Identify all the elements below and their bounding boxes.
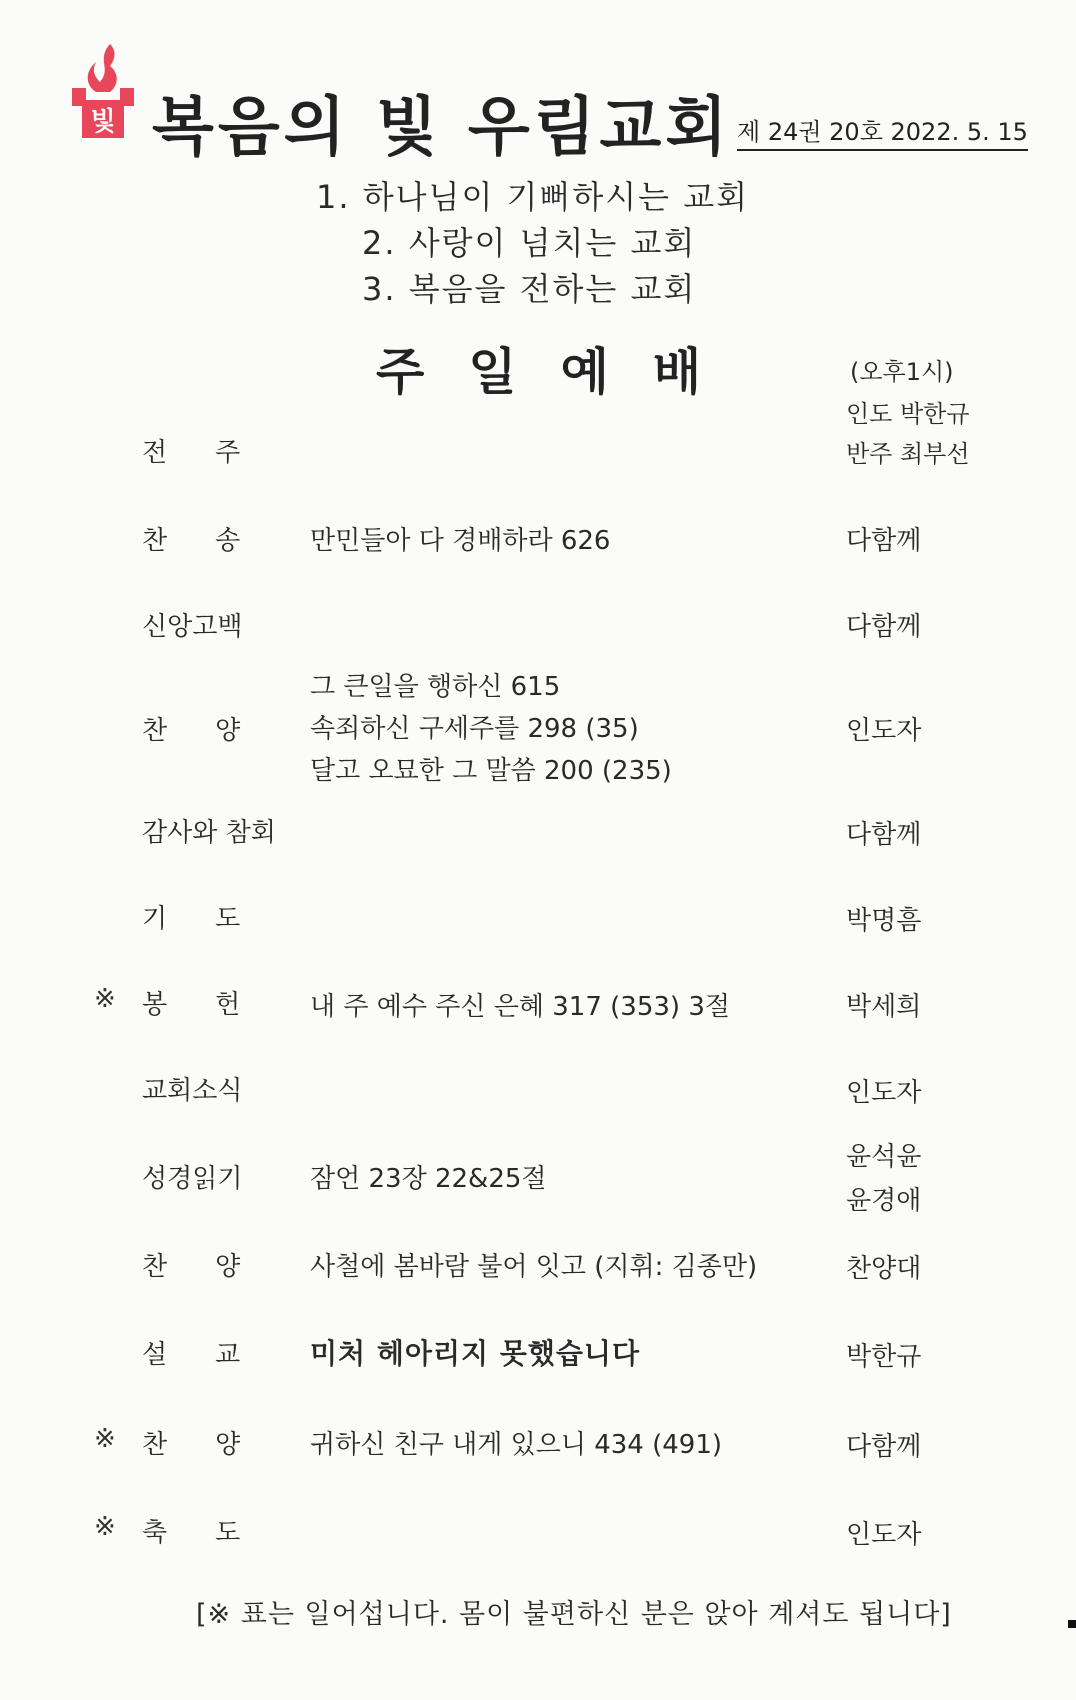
- service-title: 주일예배: [376, 343, 746, 401]
- svg-text:빛: 빛: [90, 107, 116, 137]
- footnote: [※ 표는 일어섭니다. 몸이 불편하신 분은 앉아 계셔도 됩니다]: [196, 1599, 952, 1630]
- service-time: (오후1시): [850, 358, 954, 386]
- church-logo: [66, 42, 140, 142]
- order-item-detail: 사철에 봄바람 불어 잇고 (지휘: 김종만): [310, 1252, 758, 1282]
- standing-mark: ※: [94, 1512, 116, 1542]
- scan-edge-mark: [1068, 1620, 1076, 1628]
- order-item-name: 찬양: [142, 1252, 289, 1282]
- order-item-name: 봉헌: [142, 990, 289, 1020]
- order-item-name: 찬양: [142, 716, 289, 746]
- order-item-person: 다함께: [846, 1432, 922, 1462]
- order-item-name: 기도: [142, 904, 289, 934]
- order-item-name: 신앙고백: [142, 612, 243, 642]
- order-item-person: 윤석윤: [846, 1142, 922, 1172]
- order-item-person: 박명흠: [846, 906, 922, 936]
- order-item-person: 박세희: [846, 992, 922, 1022]
- church-name: 복음의 빛 우림교회: [152, 91, 732, 165]
- order-item-detail: 잠언 23장 22&25절: [310, 1164, 547, 1194]
- order-item-name: 성경읽기: [142, 1164, 243, 1194]
- standing-mark: ※: [94, 1424, 116, 1454]
- order-item-person: 인도자: [846, 716, 922, 746]
- order-item-person: 인도자: [846, 1520, 922, 1550]
- order-item-detail: 속죄하신 구세주를 298 (35): [310, 714, 639, 744]
- order-item-person: 다함께: [846, 526, 922, 556]
- issue-info: 제 24권 20호 2022. 5. 15: [737, 112, 1028, 151]
- order-item-name: 감사와 참회: [142, 818, 276, 848]
- order-item-name: 축도: [142, 1518, 289, 1548]
- service-accompanist: 반주 최부선: [846, 440, 970, 468]
- order-item-name: 교회소식: [142, 1076, 243, 1106]
- order-item-detail: 만민들아 다 경배하라 626: [310, 526, 611, 556]
- motto-line: 2. 사랑이 넘치는 교회: [362, 224, 697, 262]
- standing-mark: ※: [94, 984, 116, 1014]
- motto-line: 1. 하나님이 기뻐하시는 교회: [316, 178, 750, 216]
- motto-line: 3. 복음을 전하는 교회: [362, 270, 697, 308]
- flame-cross-logo-icon: [66, 42, 140, 142]
- service-leader: 인도 박한규: [846, 400, 970, 428]
- order-item-person: 다함께: [846, 612, 922, 642]
- order-item-detail: 그 큰일을 행하신 615: [310, 672, 561, 702]
- order-item-person: 다함께: [846, 820, 922, 850]
- order-item-name: 찬송: [142, 526, 289, 556]
- order-item-detail: 내 주 예수 주신 은혜 317 (353) 3절: [310, 992, 730, 1022]
- order-item-person: 윤경애: [846, 1186, 922, 1216]
- order-item-person: 찬양대: [846, 1254, 922, 1284]
- order-item-person: 인도자: [846, 1078, 922, 1108]
- order-item-name: 전주: [142, 438, 289, 468]
- order-item-person: 박한규: [846, 1342, 922, 1372]
- order-item-detail: 귀하신 친구 내게 있으니 434 (491): [310, 1430, 723, 1460]
- sermon-title: 미처 헤아리지 못했습니다: [310, 1337, 641, 1370]
- order-item-name: 설교: [142, 1340, 289, 1370]
- order-item-detail: 달고 오묘한 그 말씀 200 (235): [310, 756, 672, 786]
- order-item-name: 찬양: [142, 1430, 289, 1460]
